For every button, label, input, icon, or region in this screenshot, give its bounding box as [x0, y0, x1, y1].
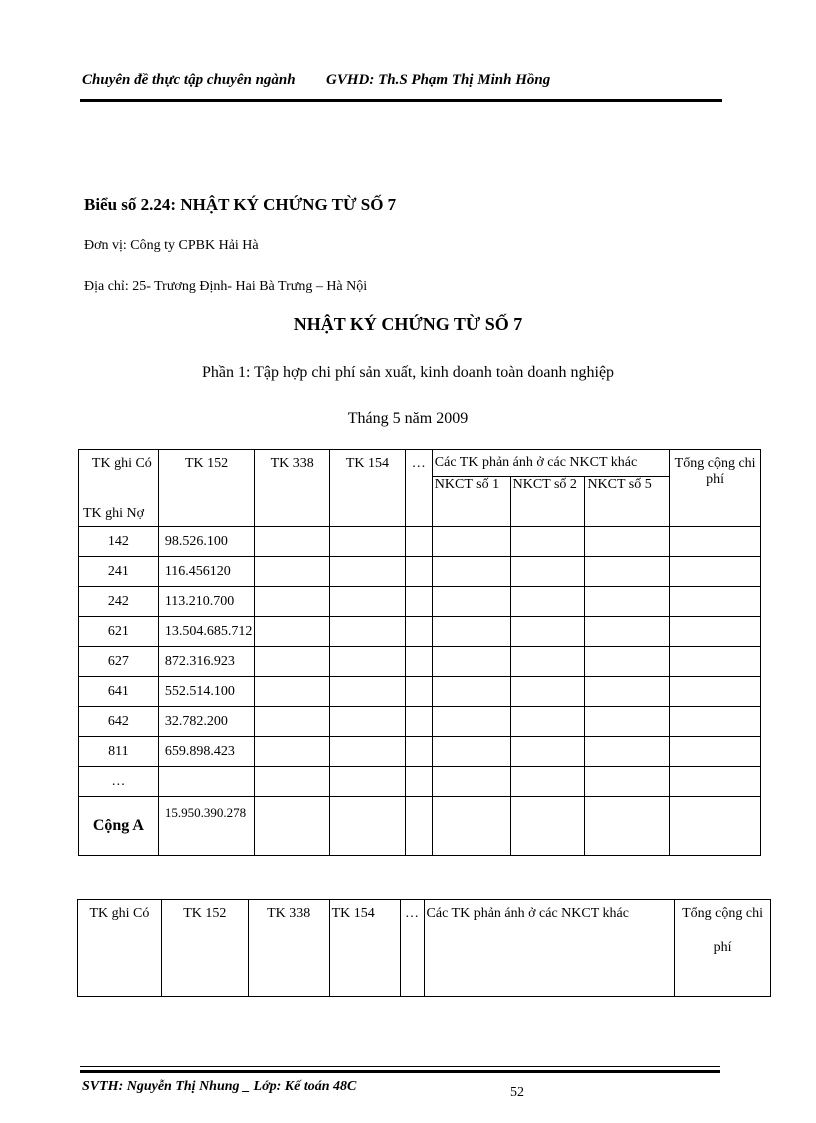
t2-tk338-header: TK 338 [248, 900, 329, 997]
table-row [79, 707, 761, 737]
table-cell [432, 767, 510, 797]
table-row [79, 647, 761, 677]
student-info: SVTH: Nguyễn Thị Nhung _ Lớp: Kế toán 48C [82, 1079, 357, 1094]
col-tk154-header: TK 154 [330, 450, 406, 527]
table-row [79, 617, 761, 647]
table-cell [255, 617, 330, 647]
table-cell [510, 797, 585, 856]
table-cell [585, 737, 670, 767]
journal-title: NHẬT KÝ CHỨNG TỪ SỐ 7 [293, 314, 523, 334]
table-cell [510, 707, 585, 737]
account-cell: 642 [79, 707, 159, 737]
table-cell [405, 557, 432, 587]
col-nkct2-header: NKCT số 2 [510, 477, 585, 527]
table-cell [585, 767, 670, 797]
table-row [79, 587, 761, 617]
table-cell [670, 647, 761, 677]
col-nkct1-header: NKCT số 1 [432, 477, 510, 527]
table-cell [432, 647, 510, 677]
table-body [79, 527, 761, 797]
table-cell [330, 767, 406, 797]
table-cell [330, 797, 406, 856]
t2-total-header [675, 900, 771, 997]
page-header [82, 72, 722, 100]
table-cell [585, 797, 670, 856]
table-cell [510, 767, 585, 797]
account-cell: 811 [79, 737, 159, 767]
table-cell [405, 677, 432, 707]
table-cell [670, 587, 761, 617]
period-subtitle: Tháng 5 năm 2009 [347, 410, 469, 427]
table-cell [330, 707, 406, 737]
journal-table-1 [78, 449, 761, 856]
table-cell [585, 557, 670, 587]
table-cell [510, 737, 585, 767]
table-cell [585, 707, 670, 737]
tk152-value-cell: 13.504.685.712 [158, 617, 255, 647]
tk152-value-cell [158, 767, 255, 797]
table2-header-row [78, 900, 771, 997]
t2-other-header: Các TK phản ánh ở các NKCT khác [424, 900, 675, 997]
table-total-row [79, 797, 761, 856]
table-cell [432, 617, 510, 647]
col-total-header: Tổng cộng chi phí [670, 450, 761, 527]
footer-rule-thick [80, 1070, 720, 1073]
table-cell [670, 617, 761, 647]
table-row [79, 677, 761, 707]
table-row [79, 557, 761, 587]
t2-total-line1: Tổng cộng chi [682, 906, 763, 921]
t2-credit-header: TK ghi Có [78, 900, 162, 997]
t2-tk152-header: TK 152 [161, 900, 248, 997]
table-cell [432, 737, 510, 767]
debit-header: TK ghi Nợ [83, 506, 145, 521]
unit-line: Đơn vị: Công ty CPBK Hải Hà [84, 238, 259, 253]
credit-header: TK ghi Có [91, 456, 152, 471]
table-cell [670, 797, 761, 856]
address-line: Địa chỉ: 25- Trương Định- Hai Bà Trưng – Hà Nội [84, 279, 368, 294]
table-cell [405, 767, 432, 797]
table-cell [510, 647, 585, 677]
table-header-row [79, 450, 761, 477]
header-corner-cell [79, 450, 159, 527]
table-cell [330, 647, 406, 677]
account-cell: 142 [79, 527, 159, 557]
table-cell [670, 557, 761, 587]
table-cell [585, 677, 670, 707]
table-cell [585, 647, 670, 677]
tk152-value-cell: 113.210.700 [158, 587, 255, 617]
table-cell [255, 557, 330, 587]
table-row [79, 737, 761, 767]
header-left: Chuyên đề thực tập chuyên ngành [82, 72, 296, 88]
table-cell [432, 587, 510, 617]
table-cell [670, 707, 761, 737]
table-row [79, 767, 761, 797]
table-cell [510, 527, 585, 557]
table-cell [330, 677, 406, 707]
account-cell: 621 [79, 617, 159, 647]
header-rule [80, 99, 722, 102]
tk152-value-cell: 552.514.100 [158, 677, 255, 707]
table-cell [330, 587, 406, 617]
col-other-nkct-header: Các TK phản ánh ở các NKCT khác [432, 450, 669, 477]
table-cell [585, 587, 670, 617]
table-cell [255, 797, 330, 856]
table-cell [432, 707, 510, 737]
tk152-value-cell: 872.316.923 [158, 647, 255, 677]
t2-total-line2: phí [713, 940, 732, 955]
account-cell: 241 [79, 557, 159, 587]
table-cell [330, 527, 406, 557]
table-cell [510, 587, 585, 617]
table-cell [255, 647, 330, 677]
account-cell: 641 [79, 677, 159, 707]
table-cell [585, 617, 670, 647]
col-nkct5-header: NKCT số 5 [585, 477, 670, 527]
account-cell: 627 [79, 647, 159, 677]
page-number: 52 [510, 1085, 524, 1100]
table-cell [432, 557, 510, 587]
tk152-value-cell: 116.456120 [158, 557, 255, 587]
table-cell [255, 707, 330, 737]
tk152-value-cell: 98.526.100 [158, 527, 255, 557]
table-cell [255, 737, 330, 767]
table-cell [510, 557, 585, 587]
table-cell [670, 767, 761, 797]
tk152-value-cell: 32.782.200 [158, 707, 255, 737]
part-subtitle: Phần 1: Tập hợp chi phí sản xuất, kinh doanh toàn doanh nghiệp [201, 364, 615, 381]
table-cell [585, 527, 670, 557]
table-cell [405, 737, 432, 767]
tk152-value-cell: 659.898.423 [158, 737, 255, 767]
col-tk338-header: TK 338 [255, 450, 330, 527]
table-cell [432, 527, 510, 557]
table-cell [670, 527, 761, 557]
table-cell [255, 527, 330, 557]
table-cell [405, 617, 432, 647]
col-dots-header: … [405, 450, 432, 527]
table-cell [255, 587, 330, 617]
table-row [79, 527, 761, 557]
footer-rule-thin [80, 1066, 720, 1067]
account-cell: … [79, 767, 159, 797]
table-cell [510, 617, 585, 647]
table-cell [510, 677, 585, 707]
total-label: Cộng A [79, 797, 159, 856]
table-cell [670, 737, 761, 767]
table-cell [432, 797, 510, 856]
table-cell [255, 767, 330, 797]
table-cell [330, 737, 406, 767]
table-cell [255, 677, 330, 707]
table-cell [405, 707, 432, 737]
t2-tk154-header: TK 154 [329, 900, 400, 997]
journal-table-2 [77, 899, 771, 997]
table-cell [330, 557, 406, 587]
total-tk152: 15.950.390.278 [158, 797, 255, 856]
table-cell [670, 677, 761, 707]
header-right: GVHD: Th.S Phạm Thị Minh Hồng [326, 72, 551, 88]
table-cell [432, 677, 510, 707]
table-cell [405, 647, 432, 677]
table-cell [405, 527, 432, 557]
t2-dots-header: … [400, 900, 424, 997]
col-tk152-header: TK 152 [158, 450, 255, 527]
form-title: Biểu số 2.24: NHẬT KÝ CHỨNG TỪ SỐ 7 [84, 195, 397, 214]
table-cell [405, 587, 432, 617]
account-cell: 242 [79, 587, 159, 617]
table-cell [330, 617, 406, 647]
table-cell [405, 797, 432, 856]
